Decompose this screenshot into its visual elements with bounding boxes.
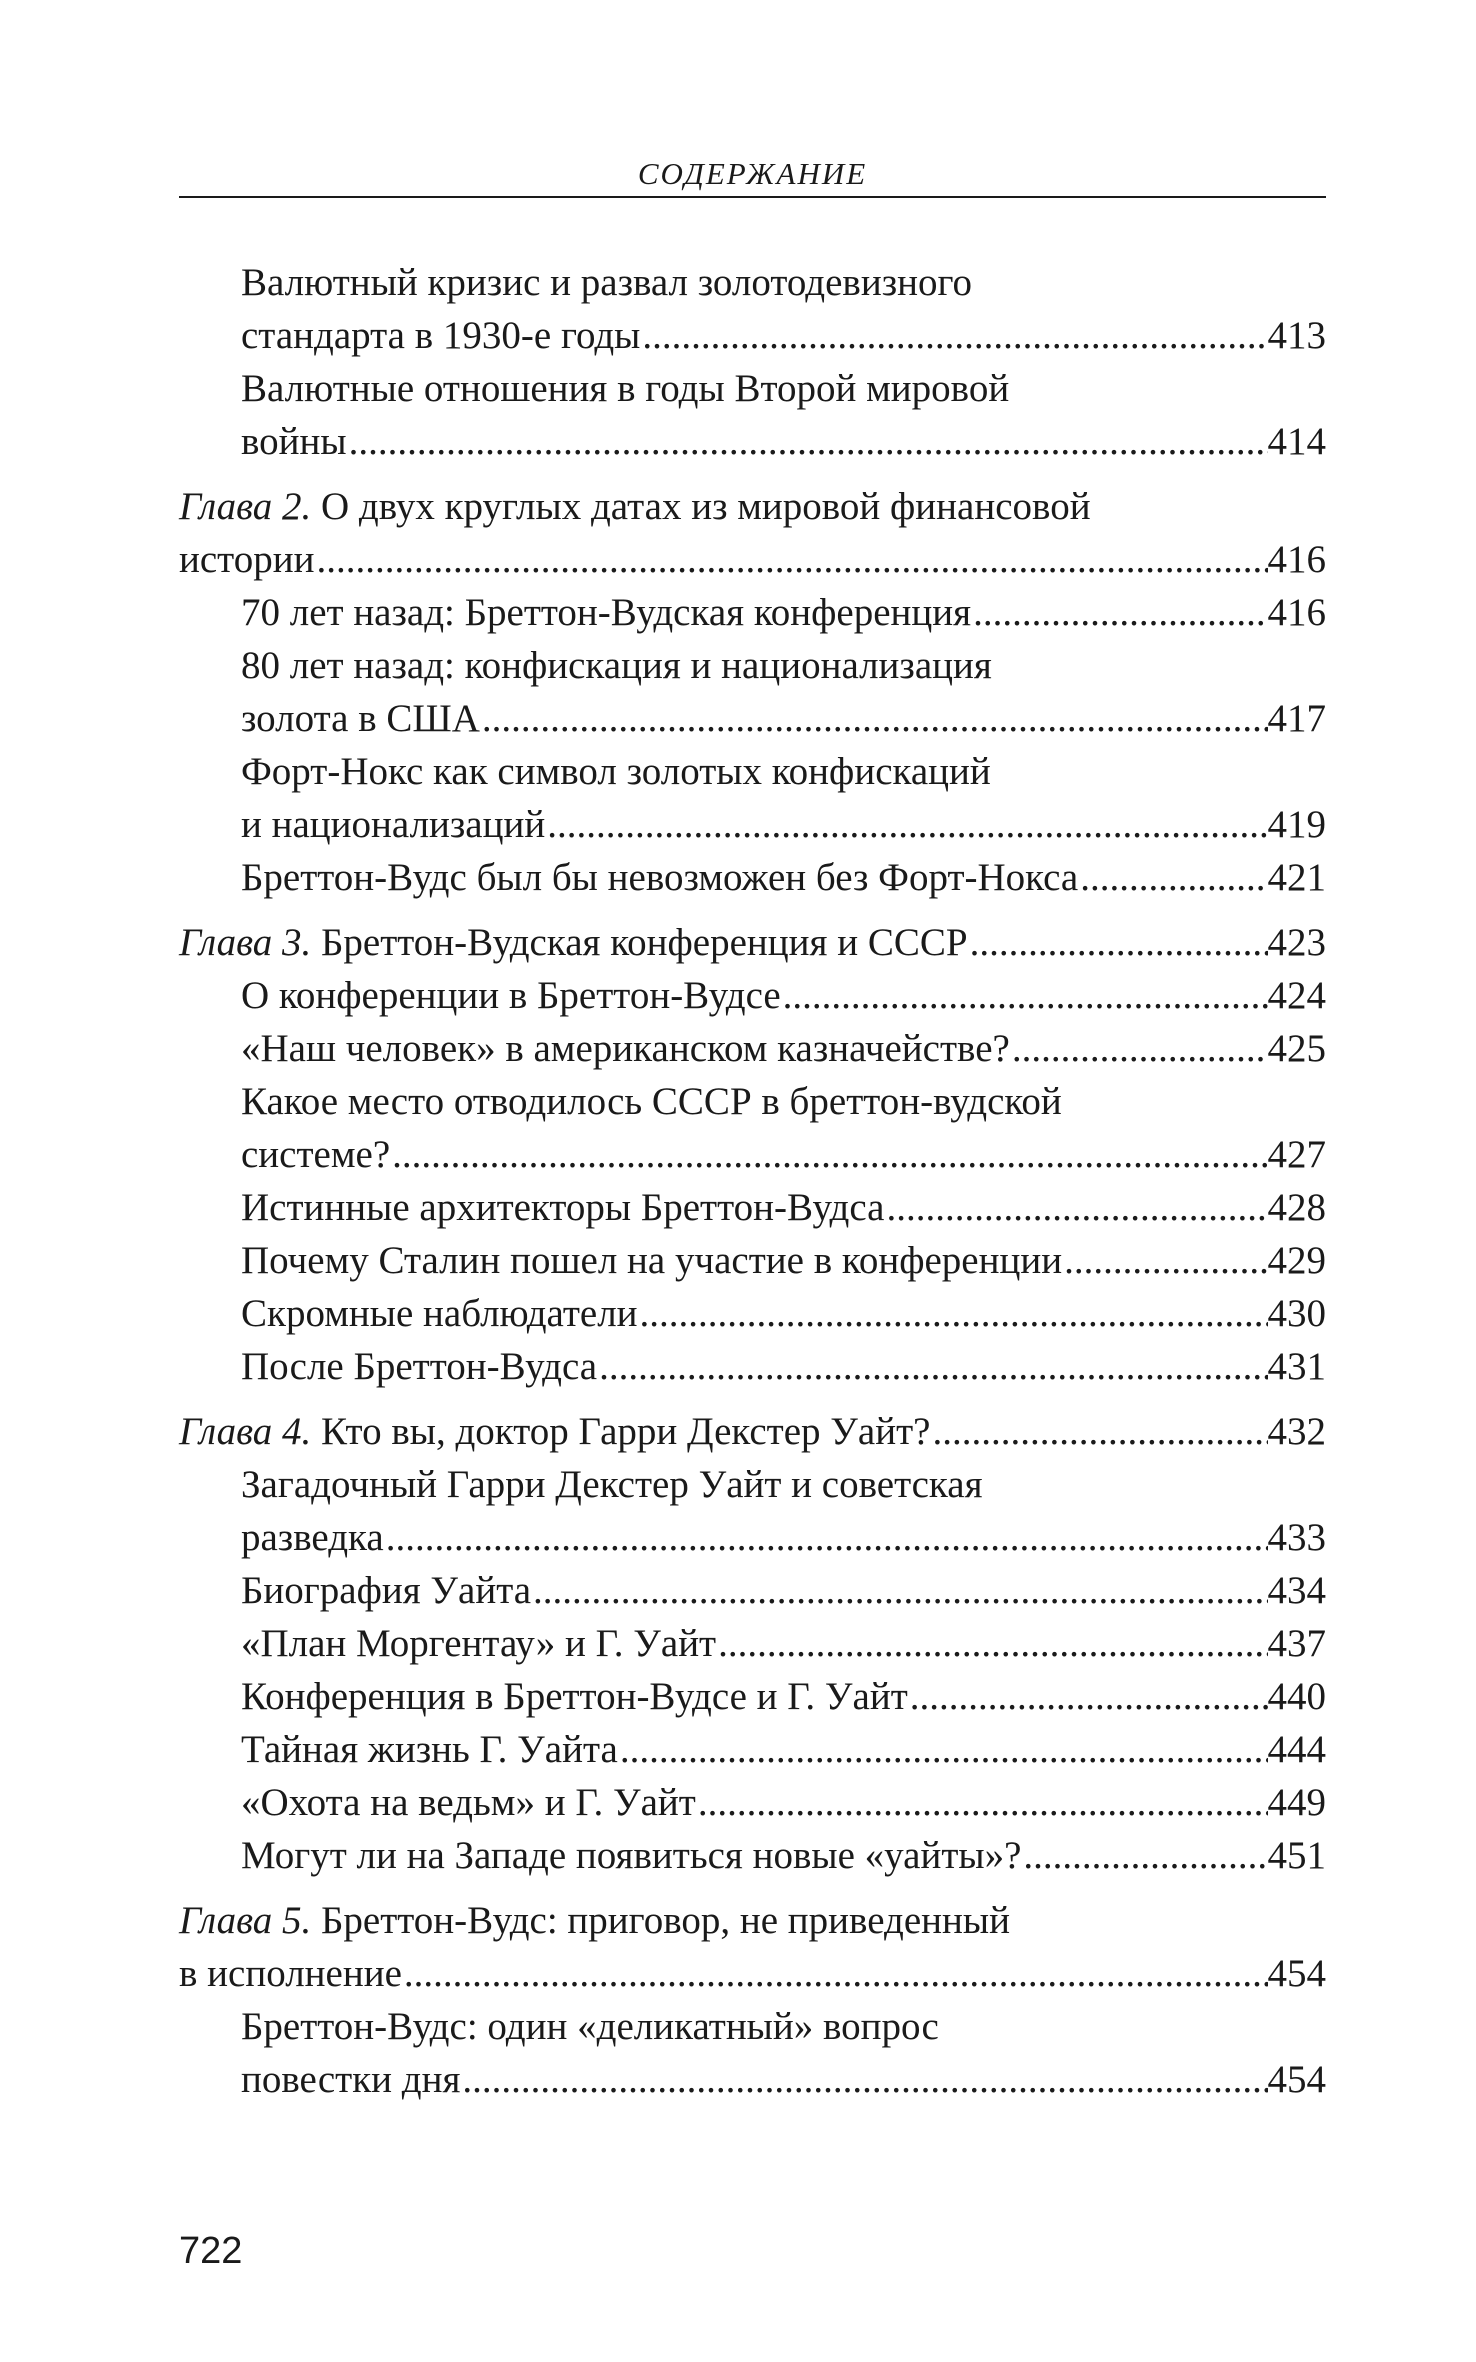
toc-section-entry [241, 1181, 1326, 1234]
dot-leader [696, 1776, 1268, 1829]
toc-section-entry [241, 1458, 1326, 1564]
toc-line [241, 1564, 1326, 1617]
dot-leader [908, 1670, 1268, 1723]
toc-line [241, 1829, 1326, 1882]
toc-entry-text: Валютные отношения в годы Второй мировой [241, 367, 1010, 410]
toc-entry-text: Какое место отводилось СССР в бреттон-вудской [241, 1080, 1062, 1123]
toc-entry-text: Истинные архитекторы Бреттон-Вудса [241, 1186, 885, 1229]
toc-entry-text: повестки дня [241, 2058, 461, 2101]
toc-page-number: 454 [1267, 2058, 1326, 2101]
toc-entry-text: «План Моргентау» и Г. Уайт [241, 1622, 717, 1665]
toc-section-entry [241, 639, 1326, 745]
toc-entry-text: Конференция в Бреттон-Вудсе и Г. Уайт [241, 1675, 908, 1718]
chapter-title: О двух круглых датах из мировой финансовой [311, 485, 1091, 528]
chapter-label: Глава 2. [179, 485, 312, 528]
toc-entry-text: Скромные наблюдатели [241, 1292, 638, 1335]
toc-line [241, 415, 1326, 468]
toc-entry-text [179, 916, 968, 969]
toc-line [241, 639, 1326, 692]
toc-entry-text: Загадочный Гарри Декстер Уайт и советская [241, 1463, 983, 1506]
toc-page-number: 449 [1267, 1781, 1326, 1824]
toc-entry-text [179, 1405, 930, 1458]
toc-entry-text: После Бреттон-Вудса [241, 1345, 598, 1388]
toc-section-entry [241, 745, 1326, 851]
toc-line [241, 2053, 1326, 2106]
toc-page-number: 444 [1267, 1728, 1326, 1771]
dot-leader [531, 1564, 1267, 1617]
chapter-label: Глава 5. [179, 1899, 312, 1942]
dot-leader [1078, 851, 1267, 904]
toc-section-entry [241, 1287, 1326, 1340]
toc-line [179, 533, 1326, 586]
toc-page-number: 431 [1267, 1345, 1326, 1388]
toc-entry-text: Валютный кризис и развал золотодевизного [241, 261, 973, 304]
toc-entry-text: «Охота на ведьм» и Г. Уайт [241, 1781, 696, 1824]
toc-section-entry [241, 851, 1326, 904]
dot-leader [460, 2053, 1267, 2106]
chapter-label: Глава 3. [179, 921, 312, 964]
dot-leader [618, 1723, 1268, 1776]
running-header: СОДЕРЖАНИЕ [637, 156, 868, 191]
toc-page-number: 414 [1267, 420, 1326, 463]
toc-page-number: 419 [1267, 803, 1326, 846]
chapter-title: Бреттон-Вудс: приговор, не приведенный [311, 1899, 1010, 1942]
toc-section-entry [241, 256, 1326, 362]
dot-leader [1021, 1829, 1267, 1882]
toc-section-entry [241, 1075, 1326, 1181]
toc-entry-text: 80 лет назад: конфискация и национализация [241, 644, 992, 687]
toc-page-number: 428 [1267, 1186, 1326, 1229]
toc-page-number: 437 [1267, 1622, 1326, 1665]
toc-page-number: 423 [1267, 921, 1326, 964]
toc-line [241, 1670, 1326, 1723]
toc-page-number: 432 [1267, 1410, 1326, 1453]
dot-leader [384, 1511, 1268, 1564]
toc-line [241, 1617, 1326, 1670]
toc-line [241, 1723, 1326, 1776]
dot-leader [545, 798, 1267, 851]
toc-page-number: 417 [1267, 697, 1326, 740]
chapter-title: Бреттон-Вудская конференция и СССР [311, 921, 968, 964]
toc-section-entry [241, 586, 1326, 639]
dot-leader [781, 969, 1268, 1022]
toc-entry-text [179, 485, 1091, 528]
dot-leader [716, 1617, 1267, 1670]
toc-line [179, 1947, 1326, 2000]
toc-entry-text: 70 лет назад: Бреттон-Вудская конференция [241, 591, 972, 634]
toc-section-entry [241, 1776, 1326, 1829]
chapter-label: Глава 4. [179, 1410, 312, 1453]
toc-entry-text: разведка [241, 1516, 384, 1559]
toc-entry-text: истории [179, 538, 315, 581]
dot-leader [480, 692, 1268, 745]
toc-entry-text: войны [241, 420, 347, 463]
dot-leader [971, 586, 1267, 639]
toc-line [241, 1075, 1326, 1128]
toc-section-entry [241, 1723, 1326, 1776]
toc-entry-text: Биография Уайта [241, 1569, 532, 1612]
toc-entry-text [179, 1899, 1010, 1942]
toc-line [241, 1022, 1326, 1075]
toc-entry-text: и национализаций [241, 803, 546, 846]
toc-entry-text: золота в США [241, 697, 480, 740]
toc-line [241, 586, 1326, 639]
dot-leader [884, 1181, 1267, 1234]
header-rule [179, 196, 1326, 198]
toc-page-number: 451 [1267, 1834, 1326, 1877]
dot-leader [968, 916, 1268, 969]
toc-line [241, 745, 1326, 798]
toc-page-number: 454 [1267, 1952, 1326, 1995]
toc-page-number: 433 [1267, 1516, 1326, 1559]
toc-line [241, 1458, 1326, 1511]
toc-line [179, 916, 1326, 969]
dot-leader [638, 1287, 1268, 1340]
toc-page-number: 416 [1267, 538, 1326, 581]
dot-leader [930, 1405, 1267, 1458]
dot-leader [1062, 1234, 1267, 1287]
toc-line [241, 1128, 1326, 1181]
toc-line [241, 1511, 1326, 1564]
toc-page-number: 416 [1267, 591, 1326, 634]
toc-entry-text: Бреттон-Вудс: один «деликатный» вопрос [241, 2005, 939, 2048]
toc-entry-text: Бреттон-Вудс был бы невозможен без Форт-Нокса [241, 856, 1079, 899]
dot-leader [402, 1947, 1268, 2000]
toc-page-number: 421 [1267, 856, 1326, 899]
toc-line [241, 798, 1326, 851]
toc-page-number: 413 [1267, 314, 1326, 357]
toc-entry-text: «Наш человек» в американском казначействе? [241, 1027, 1010, 1070]
page-number: 722 [179, 2230, 243, 2272]
toc-section-entry [241, 1022, 1326, 1075]
toc-line [179, 1405, 1326, 1458]
toc-section-entry [241, 362, 1326, 468]
toc-line [241, 309, 1326, 362]
toc-section-entry [241, 1564, 1326, 1617]
toc-entry-text: в исполнение [179, 1952, 402, 1995]
toc-entry-text: Почему Сталин пошел на участие в конференции [241, 1239, 1063, 1282]
toc-chapter-entry [179, 916, 1326, 969]
toc-section-entry [241, 969, 1326, 1022]
toc-page-number: 440 [1267, 1675, 1326, 1718]
dot-leader [390, 1128, 1267, 1181]
toc-line [241, 969, 1326, 1022]
toc-section-entry [241, 1670, 1326, 1723]
toc-line [241, 1181, 1326, 1234]
toc-line [241, 851, 1326, 904]
toc-chapter-entry [179, 480, 1326, 586]
toc-page-number: 427 [1267, 1133, 1326, 1176]
toc-line [241, 1234, 1326, 1287]
toc-entry-text: Форт-Нокс как символ золотых конфискаций [241, 750, 991, 793]
toc-entry-text: Тайная жизнь Г. Уайта [241, 1728, 618, 1771]
toc-entry-text: стандарта в 1930-е годы [241, 314, 641, 357]
toc-line [241, 1776, 1326, 1829]
toc-line [241, 2000, 1326, 2053]
toc-page-number: 429 [1267, 1239, 1326, 1282]
dot-leader [1010, 1022, 1268, 1075]
dot-leader [347, 415, 1268, 468]
toc-section-entry [241, 1617, 1326, 1670]
dot-leader [640, 309, 1267, 362]
dot-leader [597, 1340, 1267, 1393]
toc-line [179, 480, 1326, 533]
toc-line [241, 1287, 1326, 1340]
toc-page-number: 425 [1267, 1027, 1326, 1070]
dot-leader [314, 533, 1267, 586]
toc-section-entry [241, 1829, 1326, 1882]
toc-page-number: 434 [1267, 1569, 1326, 1612]
toc-line [179, 1894, 1326, 1947]
toc-line [241, 362, 1326, 415]
table-of-contents [179, 256, 1326, 2106]
toc-section-entry [241, 1234, 1326, 1287]
chapter-title: Кто вы, доктор Гарри Декстер Уайт? [311, 1410, 931, 1453]
toc-chapter-entry [179, 1894, 1326, 2000]
toc-page-number: 430 [1267, 1292, 1326, 1335]
toc-line [241, 256, 1326, 309]
toc-section-entry [241, 2000, 1326, 2106]
toc-section-entry [241, 1340, 1326, 1393]
toc-line [241, 1340, 1326, 1393]
toc-entry-text: системе? [241, 1133, 391, 1176]
toc-entry-text: Могут ли на Западе появиться новые «уайты»? [241, 1834, 1022, 1877]
toc-page-number: 424 [1267, 974, 1326, 1017]
toc-chapter-entry [179, 1405, 1326, 1458]
toc-line [241, 692, 1326, 745]
toc-entry-text: О конференции в Бреттон-Вудсе [241, 974, 781, 1017]
